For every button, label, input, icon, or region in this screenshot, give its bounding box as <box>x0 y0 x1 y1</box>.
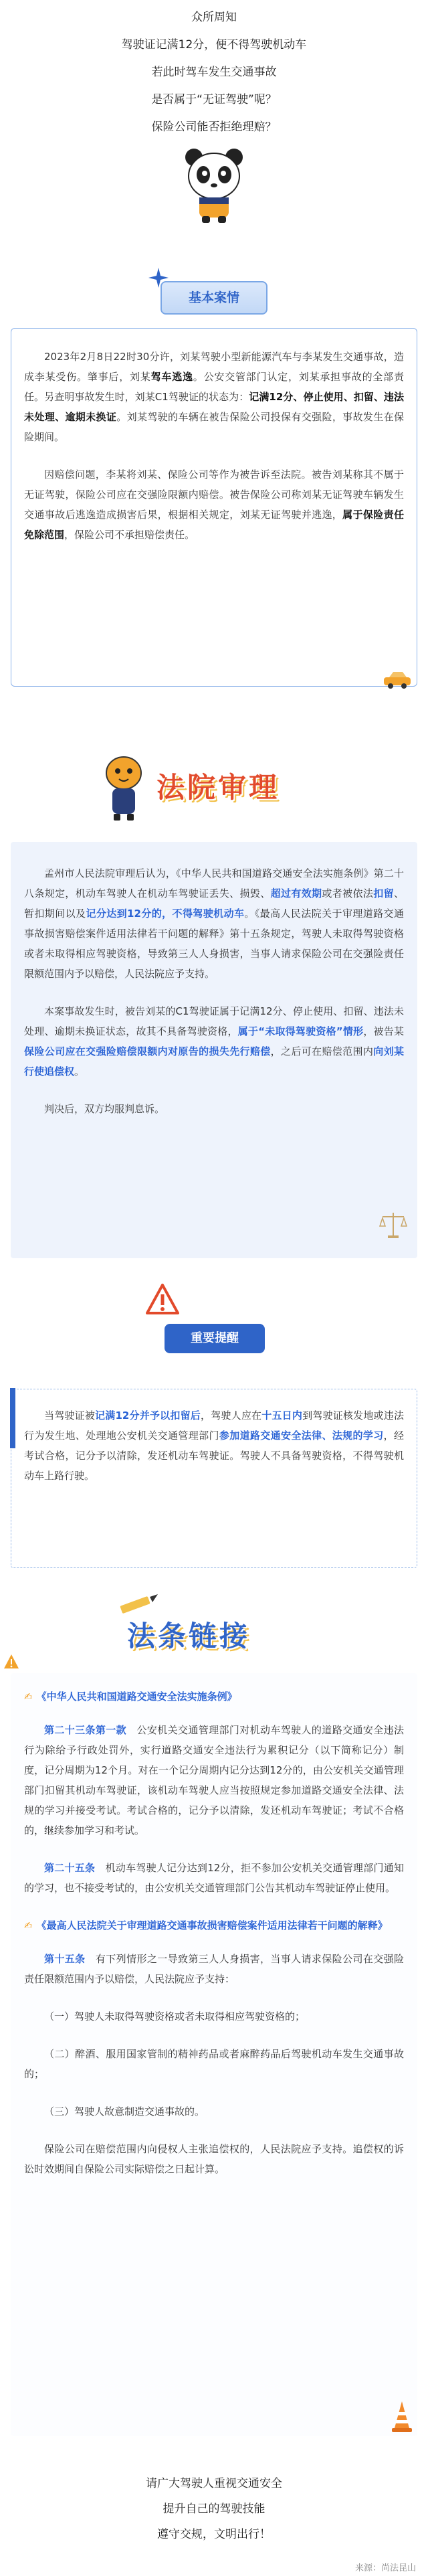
intro-line: 驾驶证记满12分，便不得驾驶机动车 <box>121 38 307 52</box>
text: 。刘某驾驶的车辆在被告保险公司投保有交强险，事故发生在保险期间。 <box>24 411 404 443</box>
law-last-paragraph: 保险公司在赔偿范围内向侵权人主张追偿权的，人民法院应予支持。追偿权的诉讼时效期间自保险公司实际赔偿之日起计算。 <box>24 2143 404 2175</box>
text: ，经考试合格，记分予以清除，发还机动车驾驶证。驾驶人不具备驾驶资格，不得驾驶机动车上路行驶。 <box>24 1430 404 1482</box>
highlight-text: 向刘某行使追偿权 <box>24 1045 404 1078</box>
scales-icon <box>379 1210 408 1239</box>
panda-mascot-icon <box>179 144 249 224</box>
traffic-cone-icon <box>391 2400 413 2433</box>
law-item: （一）驾驶人未取得驾驶资格或者未取得相应驾驶资格的； <box>44 2010 306 2023</box>
warning-small-icon <box>3 1653 20 1670</box>
highlight-text: 属于“未取得驾驶资格”情形 <box>237 1025 364 1037</box>
text: 。《最高人民法院关于审理道路交通事故损害赔偿案件适用法律若干问题的解释》第十五条规定，驾驶人未取得驾驶资格或者未取得相应驾驶资格，导致第三人人身损害，当事人请求保险公司在交强险责任限额范围内予以赔偿，人民法院应予支持。 <box>24 908 404 980</box>
highlight-text: 超过有效期 <box>270 887 322 899</box>
text: 《中华人民共和国道路交通安全法实施条例》 <box>36 1691 237 1703</box>
warning-icon <box>146 1284 179 1314</box>
text: 。公安交管部门认定，刘某承担事故的全部责任。另查明事故发生时，刘某C1驾驶证的状态为： <box>24 371 404 403</box>
pen-icon: ✍ <box>24 1691 33 1703</box>
case-paragraph-2 <box>24 464 404 545</box>
article-title: 第十五条 <box>44 1953 86 1965</box>
highlight-text: 驾车逃逸 <box>150 371 193 383</box>
text: ，驾驶人应在 <box>201 1409 262 1422</box>
law-article-15 <box>24 1949 404 1989</box>
intro-line: 是否属于“无证驾驶”呢？ <box>151 93 277 106</box>
outro-block <box>0 2471 428 2547</box>
law-content <box>24 1687 404 2197</box>
source-credit: 来源：尚法昆山 <box>354 2563 416 2573</box>
law-banner <box>100 1587 328 1668</box>
sparkle-icon <box>148 268 169 288</box>
highlight-text: 记满12分、停止使用、扣留、违法未处理、逾期未换证 <box>24 391 404 423</box>
text: 机动车驾驶人记分达到12分，拒不参加公安机关交通管理部门通知的学习，也不接受考试的，由公安机关交通管理部门公告其机动车驾驶证停止使用。 <box>24 1862 404 1894</box>
pen-icon: ✍ <box>24 1919 33 1931</box>
court-paragraph-3: 判决后，双方均服判息诉。 <box>44 1103 165 1115</box>
text: ，之后可在赔偿范围内 <box>270 1045 374 1057</box>
highlight-text: 扣留 <box>373 887 394 899</box>
text: ，被告某 <box>363 1025 404 1037</box>
text: 孟州市人民法院审理后认为，《中华人民共和国道路交通安全法实施条例》第二十八条规定，机动车驾驶人在机动车驾驶证丢失、损毁、 <box>24 867 404 899</box>
outro-line: 遵守交规，文明出行！ <box>157 2528 271 2541</box>
text: 到驾驶证核发地或违法行为发生地、处理地公安机关交通管理部门 <box>24 1409 404 1442</box>
court-paragraph-1 <box>24 863 404 984</box>
law-item: （二）醉酒、服用国家管制的精神药品或者麻醉药品后驾驶机动车发生交通事故的； <box>24 2048 404 2080</box>
court-banner-title: 法院审理 <box>156 771 280 804</box>
text: 当驾驶证被 <box>44 1409 96 1422</box>
text: 或者被依法 <box>322 887 374 899</box>
text: 因赔偿问题，李某将刘某、保险公司等作为被告诉至法院。被告刘某称其不属于无证驾驶，保险公司应在交强险限额内赔偿。被告保险公司称刘某无证驾驶车辆发生交通事故后逃逸造成损害后果，根据相关规定，刘某无证驾驶并逃逸， <box>24 468 404 521</box>
law-item: （三）驾驶人故意制造交通事故的。 <box>44 2106 205 2118</box>
highlight-text: 属于保险责任免除范围 <box>24 509 404 541</box>
outro-line: 提升自己的驾驶技能 <box>163 2502 265 2516</box>
article-title: 第二十三条第一款 <box>44 1724 127 1736</box>
text: 《最高人民法院关于审理道路交通事故损害赔偿案件适用法律若干问题的解释》 <box>36 1919 388 1931</box>
highlight-text: 十五日内 <box>261 1409 303 1422</box>
law-article-25 <box>24 1858 404 1898</box>
highlight-text: 参加道路交通安全法律、法规的学习 <box>219 1430 384 1442</box>
highlight-text: 记分达到12分的，不得驾驶机动车 <box>86 908 245 920</box>
highlight-text: 记满12分并予以扣留后 <box>95 1409 201 1422</box>
text: 、暂扣期间以及 <box>24 887 404 920</box>
intro-line: 众所周知 <box>191 11 237 24</box>
law-heading-2 <box>24 1915 404 1936</box>
reminder-paragraph <box>24 1405 404 1486</box>
court-banner <box>100 743 328 830</box>
outro-line: 请广大驾驶人重视交通安全 <box>146 2477 282 2490</box>
text: 。 <box>74 1065 85 1078</box>
tiger-mascot-icon <box>100 750 147 823</box>
article-title: 第二十五条 <box>44 1862 96 1874</box>
highlight-text: 保险公司应在交强险赔偿限额内对原告的损失先行赔偿 <box>24 1045 271 1057</box>
car-icon <box>383 669 412 689</box>
law-heading-1 <box>24 1687 404 1707</box>
law-article-23 <box>24 1720 404 1840</box>
court-content <box>24 863 404 1136</box>
section-header-case: 基本案情 <box>160 281 268 315</box>
intro-block <box>0 4 428 141</box>
court-paragraph-2 <box>24 1001 404 1082</box>
intro-line: 若此时驾车发生交通事故 <box>151 66 277 79</box>
text: ，保险公司不承担赔偿责任。 <box>64 529 195 541</box>
text: 公安机关交通管理部门对机动车驾驶人的道路交通安全违法行为除给予行政处罚外，实行道路交通安全违法行为累积记分（以下简称记分）制度，记分周期为12个月。对在一个记分周期内记分达到12分的，由公安机关交通管理部门扣留其机动车驾驶证，该机动车驾驶人应当按照规定参加道路交通安全法律、法规的学习并接受考试。考试合格的，记分予以清除，发还机动车驾驶证；考试不合格的，继续参加学习和考试。 <box>24 1724 404 1836</box>
important-reminder-label: 重要提醒 <box>165 1324 265 1353</box>
case-content <box>24 347 404 562</box>
text: 2023年2月8日22时30分许，刘某驾驶小型新能源汽车与李某发生交通事故，造成李某受伤。肇事后，刘某 <box>24 351 404 383</box>
law-banner-title: 法条链接 <box>127 1620 251 1652</box>
intro-line: 保险公司能否拒绝理赔？ <box>151 120 277 134</box>
text: 本案事故发生时，被告刘某的C1驾驶证属于记满12分、停止使用、扣留、违法未处理、逾期未换证状态，故其不具备驾驶资格， <box>24 1005 404 1037</box>
case-paragraph-1 <box>24 347 404 447</box>
reminder-content <box>24 1405 404 1503</box>
text: 有下列情形之一导致第三人人身损害，当事人请求保险公司在交强险责任限额范围内予以赔偿，人民法院应予支持： <box>24 1953 404 1985</box>
